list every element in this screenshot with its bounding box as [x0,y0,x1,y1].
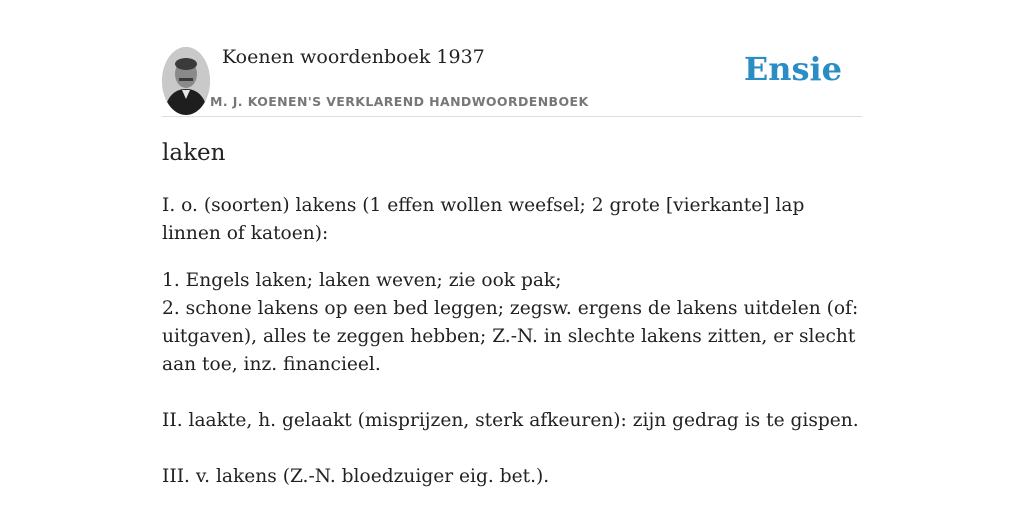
example-2: 2. schone lakens op een bed leggen; zegsw. ergens de lakens uitdelen (of: uitgaven), alles te zeggen hebben; Z.-N. in slechte lakens zitten, er slecht aan toe, inz. financieel. [162,298,859,375]
example-1: 1. Engels laken; laken weven; zie ook pak; [162,270,562,291]
portrait-icon[interactable] [162,47,210,115]
definition-sense-2: II. laakte, h. gelaakt (misprijzen, sterk afkeuren): zijn gedrag is te gispen. [162,410,859,431]
dictionary-subtitle: M. J. KOENEN'S VERKLAREND HANDWOORDENBOEK [210,94,589,109]
ensie-logo[interactable]: Ensie [743,50,842,88]
dictionary-header [162,0,862,117]
definition-sense-1: I. o. (soorten) lakens (1 effen wollen weefsel; 2 grote [vierkante] lap linnen of katoen): [162,195,805,244]
entry-body [162,192,862,491]
portrait-photo-icon [162,47,210,115]
headword: laken [162,140,226,166]
page-container [162,0,862,487]
dictionary-title[interactable]: Koenen woordenboek 1937 [222,46,485,68]
definition-sense-3: III. v. lakens (Z.-N. bloedzuiger eig. bet.). [162,466,550,487]
